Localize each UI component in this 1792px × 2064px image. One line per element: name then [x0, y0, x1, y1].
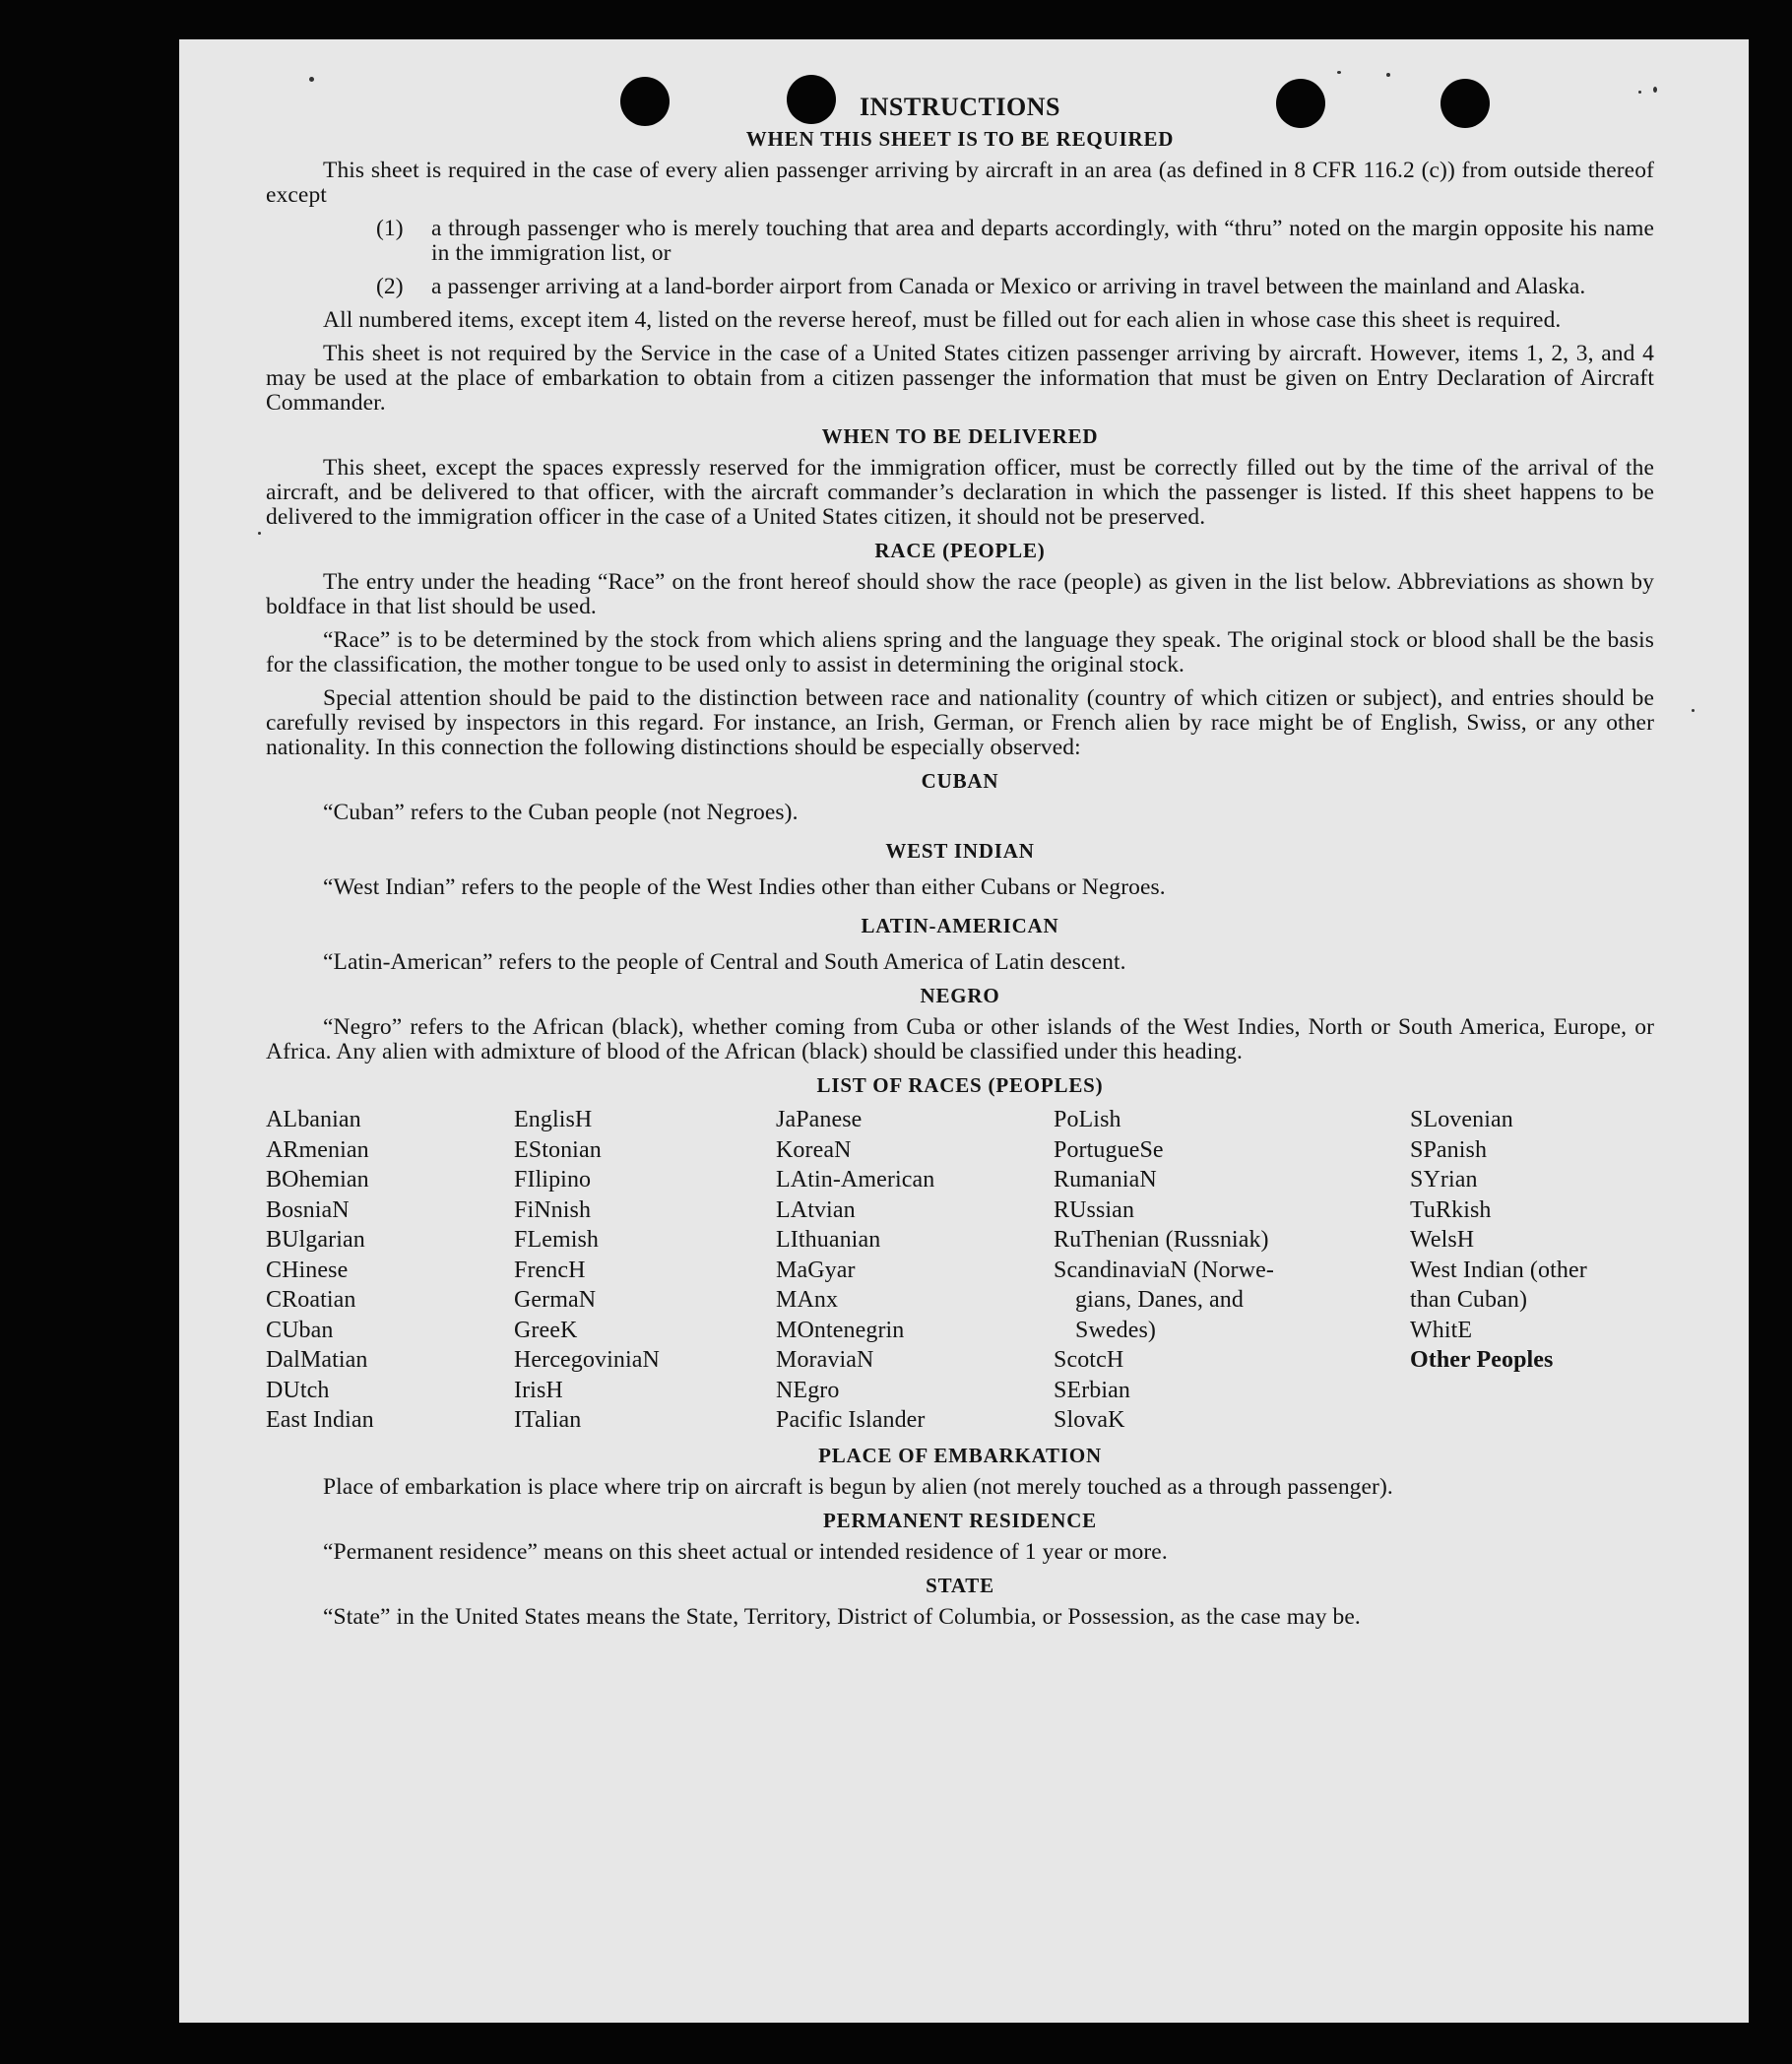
- race-entry: Other Peoples: [1410, 1347, 1554, 1373]
- heading-list-of-races: LIST OF RACES (PEOPLES): [816, 1073, 1104, 1097]
- paragraph-race-nationality: Special attention should be paid to the distinction between race and nationality (country of which citizen or subject), and entries should be carefully revised by inspectors in this regard. For instance, an Irish, German, or French alien by race might be of English, Swiss, or any other nationality. In this connection the following distinctions should be especially observed:: [266, 685, 1654, 760]
- heading-cuban: CUBAN: [921, 769, 999, 793]
- instructions-body: [266, 95, 1654, 1639]
- race-entry: DUtch: [266, 1377, 330, 1403]
- race-entry: SErbian: [1054, 1377, 1131, 1403]
- exception-item-2: [376, 275, 1654, 299]
- race-entry: KoreaN: [776, 1136, 852, 1163]
- paragraph-permanent-residence: “Permanent residence” means on this sheet actual or intended residence of 1 year or more.: [323, 1538, 1168, 1565]
- paragraph-latin-american: “Latin-American” refers to the people of Central and South America of Latin descent.: [323, 949, 1126, 975]
- paragraph-citizen: This sheet is not required by the Service in the case of a United States citizen passenger arriving by aircraft. However, items 1, 2, 3, and 4 may be used at the place of embarkation to obtain from a citizen passenger the information that must be given on Entry Declaration of Aircraft Commander.: [266, 341, 1654, 416]
- race-entry: WelsH: [1410, 1227, 1475, 1253]
- exception-text: a through passenger who is merely touching that area and departs accordingly, with “thru” noted on the margin opposite his name in the immigration list, or: [431, 216, 1654, 266]
- race-column: [776, 1105, 1054, 1436]
- race-entry: GermaN: [514, 1287, 597, 1313]
- race-entry: FLemish: [514, 1227, 600, 1253]
- race-entry: EnglisH: [514, 1107, 593, 1132]
- race-entry: IrisH: [514, 1377, 563, 1403]
- race-entry: than Cuban): [1410, 1287, 1528, 1313]
- race-entry: MaGyar: [776, 1257, 856, 1283]
- race-entry: West Indian (other: [1410, 1257, 1587, 1283]
- race-column: [1054, 1105, 1410, 1436]
- race-entry: MAnx: [776, 1287, 839, 1313]
- document-page: [179, 39, 1749, 2023]
- paragraph-embarkation: Place of embarkation is place where trip on aircraft is begun by alien (not merely touched as a through passenger).: [323, 1473, 1393, 1500]
- race-entry: LIthuanian: [776, 1227, 881, 1253]
- paragraph-numbered-items: All numbered items, except item 4, listed on the reverse hereof, must be filled out for each alien in whose case this sheet is required.: [323, 307, 1562, 333]
- heading-race: RACE (PEOPLE): [874, 539, 1046, 562]
- heading-embarkation: PLACE OF EMBARKATION: [818, 1443, 1102, 1467]
- race-entry: LAtvian: [776, 1196, 856, 1223]
- race-entry: CUban: [266, 1317, 334, 1343]
- race-entry: RumaniaN: [1054, 1167, 1157, 1193]
- race-column: [1410, 1105, 1654, 1436]
- race-entry: SYrian: [1410, 1167, 1478, 1193]
- heading-when-required: WHEN THIS SHEET IS TO BE REQUIRED: [745, 127, 1175, 151]
- race-entry: GreeK: [514, 1317, 578, 1343]
- race-entry: SlovaK: [1054, 1407, 1125, 1433]
- race-column: [266, 1105, 514, 1436]
- race-entry: ScandinaviaN (Norwe-: [1054, 1257, 1274, 1283]
- race-entry: East Indian: [266, 1407, 374, 1433]
- paragraph-delivery: This sheet, except the spaces expressly reserved for the immigration officer, must be correctly filled out by the time of the arrival of the aircraft, and be delivered to that officer, with the aircraft commander’s declaration in which the passenger is listed. If this sheet happens to be delivered to the immigration officer in the case of a United States citizen, it should not be preserved.: [266, 455, 1654, 530]
- race-entry: RUssian: [1054, 1196, 1135, 1223]
- exception-item-1: [376, 217, 1654, 266]
- heading-negro: NEGRO: [920, 984, 1000, 1007]
- race-entry: BOhemian: [266, 1167, 369, 1193]
- race-entry: SPanish: [1410, 1136, 1488, 1163]
- race-entry: SLovenian: [1410, 1107, 1513, 1132]
- paragraph-race-entry: The entry under the heading “Race” on the front hereof should show the race (people) as given in the list below. Abbreviations as shown by boldface in that list should be used.: [266, 569, 1654, 619]
- race-entry: RuThenian (Russniak): [1054, 1227, 1269, 1253]
- race-entry: BUlgarian: [266, 1227, 365, 1253]
- race-entry: ITalian: [514, 1407, 582, 1433]
- race-entry: MoraviaN: [776, 1347, 874, 1373]
- race-entry: FiNnish: [514, 1196, 592, 1223]
- page-title: INSTRUCTIONS: [860, 93, 1060, 121]
- race-entry: MOntenegrin: [776, 1317, 905, 1343]
- race-column: [514, 1105, 776, 1436]
- heading-west-indian: WEST INDIAN: [885, 839, 1035, 863]
- race-entry: FrencH: [514, 1257, 586, 1283]
- paragraph-race-stock: “Race” is to be determined by the stock from which aliens spring and the language they speak. The original stock or blood shall be the basis for the classification, the mother tongue to be used only to assist in determining the original stock.: [266, 627, 1654, 677]
- heading-state: STATE: [926, 1573, 994, 1597]
- race-entry: DalMatian: [266, 1347, 368, 1373]
- race-entry: TuRkish: [1410, 1196, 1492, 1223]
- paragraph-cuban: “Cuban” refers to the Cuban people (not Negroes).: [323, 800, 799, 825]
- paragraph-state: “State” in the United States means the State, Territory, District of Columbia, or Possession, as the case may be.: [323, 1603, 1361, 1630]
- exception-text: a passenger arriving at a land-border airport from Canada or Mexico or arriving in travel between the mainland and Alaska.: [431, 274, 1586, 299]
- race-entry: JaPanese: [776, 1107, 863, 1132]
- paragraph-required-intro: This sheet is required in the case of every alien passenger arriving by aircraft in an area (as defined in 8 CFR 116.2 (c)) from outside thereof except: [266, 158, 1654, 208]
- race-entry: ALbanian: [266, 1107, 361, 1132]
- exception-number: (2): [376, 274, 404, 299]
- race-entry: PortugueSe: [1054, 1136, 1164, 1163]
- race-entry: ScotcH: [1054, 1347, 1124, 1373]
- heading-latin-american: LATIN-AMERICAN: [861, 914, 1059, 937]
- exception-number: (1): [376, 216, 404, 241]
- race-entry: CRoatian: [266, 1287, 356, 1313]
- race-entry: PoLish: [1054, 1107, 1121, 1132]
- race-entry: NEgro: [776, 1377, 840, 1403]
- race-entry: ARmenian: [266, 1136, 369, 1163]
- race-entry: FIlipino: [514, 1167, 592, 1193]
- race-entry: WhitE: [1410, 1317, 1473, 1343]
- heading-when-delivered: WHEN TO BE DELIVERED: [821, 424, 1099, 448]
- race-entry: CHinese: [266, 1257, 349, 1283]
- race-list: [266, 1105, 1654, 1436]
- race-entry: BosniaN: [266, 1196, 350, 1223]
- race-entry: LAtin-American: [776, 1167, 935, 1193]
- paragraph-negro: “Negro” refers to the African (black), whether coming from Cuba or other islands of the West Indies, North or South America, Europe, or Africa. Any alien with admixture of blood of the African (black) should be classified under this heading.: [266, 1014, 1654, 1064]
- race-entry: Pacific Islander: [776, 1407, 926, 1433]
- race-entry: Swedes): [1075, 1317, 1157, 1343]
- race-entry: gians, Danes, and: [1075, 1287, 1244, 1313]
- paragraph-west-indian: “West Indian” refers to the people of the West Indies other than either Cubans or Negroes.: [323, 874, 1166, 900]
- heading-permanent-residence: PERMANENT RESIDENCE: [823, 1508, 1097, 1532]
- race-entry: HercegoviniaN: [514, 1347, 660, 1373]
- race-entry: EStonian: [514, 1136, 602, 1163]
